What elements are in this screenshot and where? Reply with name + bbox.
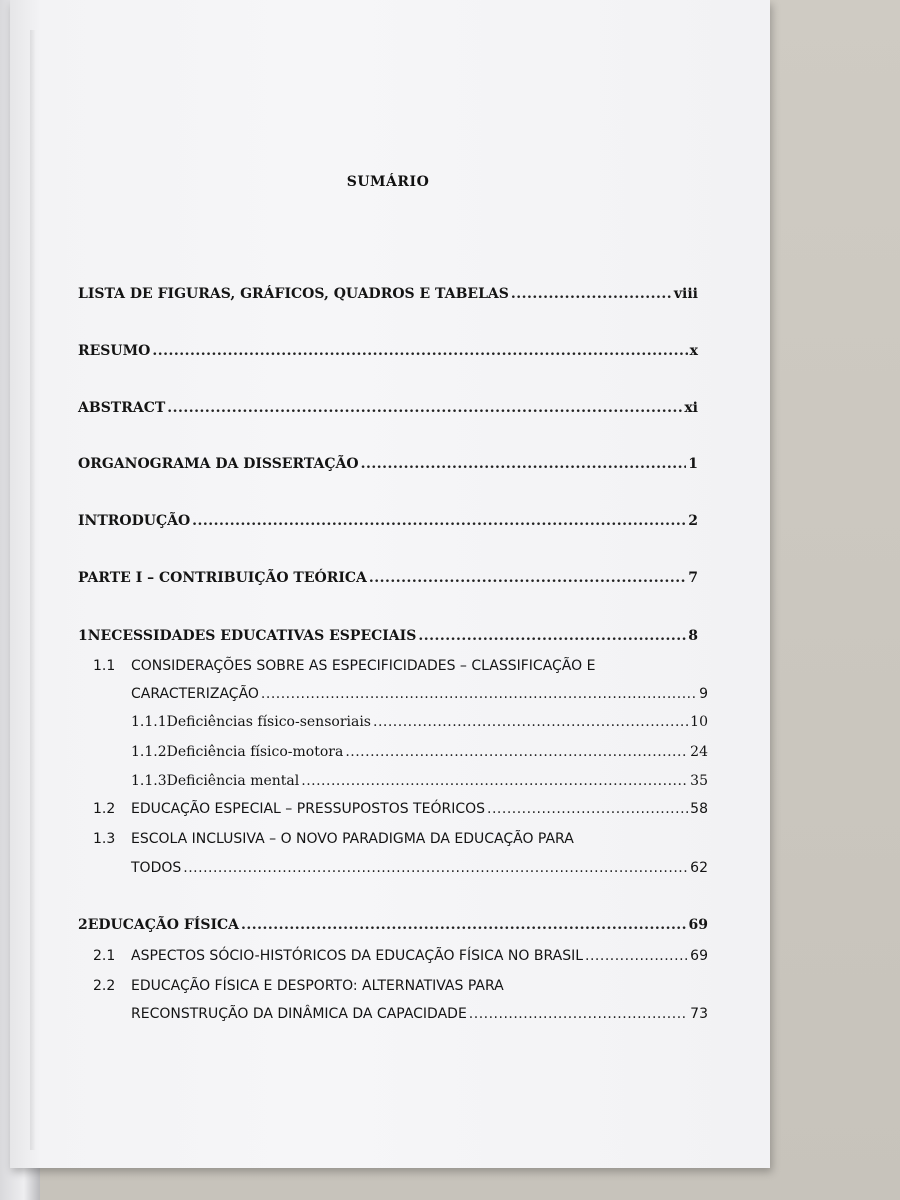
toc-entry-label-line1: ESCOLA INCLUSIVA – O NOVO PARADIGMA DA EDUCAÇÃO PARA <box>131 831 574 847</box>
toc-entry-page: 35 <box>690 773 708 789</box>
toc-entry-page: 69 <box>690 948 708 964</box>
toc-entry-1-1-1 <box>131 714 708 730</box>
leader-dots <box>487 801 688 817</box>
toc-entry-1-1 <box>131 686 708 702</box>
leader-dots <box>511 286 672 302</box>
toc-entry-page: 69 <box>688 917 708 933</box>
toc-entry-label: PARTE I – CONTRIBUIÇÃO TEÓRICA <box>78 570 367 586</box>
toc-entry-label: NECESSIDADES EDUCATIVAS ESPECIAIS <box>87 628 417 644</box>
toc-entry-lista-figuras <box>78 286 698 302</box>
toc-entry-page: 1 <box>688 456 698 472</box>
toc-entry-page: 8 <box>688 628 698 644</box>
toc-entry-label-line1: EDUCAÇÃO FÍSICA E DESPORTO: ALTERNATIVAS PARA <box>131 978 504 994</box>
leader-dots <box>373 714 688 730</box>
toc-entry-label: Deficiência físico-motora <box>166 744 344 760</box>
toc-entry-page: 58 <box>690 801 708 817</box>
leader-dots <box>369 570 686 586</box>
toc-entry-2-1 <box>131 948 708 964</box>
toc-entry-2-2 <box>131 1006 708 1022</box>
toc-entry-label: TODOS <box>131 860 182 876</box>
leader-dots <box>192 513 686 529</box>
toc-entry-page: 2 <box>688 513 698 529</box>
toc-entry-page: 73 <box>690 1006 708 1022</box>
toc-entry-label: INTRODUÇÃO <box>78 513 191 529</box>
toc-entry-number: 1.2 <box>93 801 116 817</box>
toc-entry-page: 24 <box>690 744 708 760</box>
leader-dots <box>361 456 687 472</box>
leader-dots <box>183 860 688 876</box>
toc-entry-label: Deficiências físico-sensoriais <box>166 714 371 730</box>
leader-dots <box>418 628 686 644</box>
toc-entry-parte-i <box>78 570 698 586</box>
page-title: SUMÁRIO <box>346 174 430 190</box>
toc-entry-resumo <box>78 343 698 359</box>
toc-entry-page: xi <box>684 400 698 416</box>
leader-dots <box>585 948 688 964</box>
toc-entry-label: RECONSTRUÇÃO DA DINÂMICA DA CAPACIDADE <box>131 1006 467 1022</box>
leader-dots <box>261 686 697 702</box>
toc-entry-number: 1.1.2 <box>131 744 167 760</box>
toc-entry-page: 9 <box>699 686 708 702</box>
toc-entry-page: viii <box>673 286 698 302</box>
toc-entry-number: 1.1.3 <box>131 773 167 789</box>
leader-dots <box>301 773 688 789</box>
toc-entry-label-line1: CONSIDERAÇÕES SOBRE AS ESPECIFICIDADES – CLASSIFICAÇÃO E <box>131 658 596 674</box>
toc-entry-number: 2.2 <box>93 978 116 994</box>
toc-entry-label: CARACTERIZAÇÃO <box>131 686 259 702</box>
toc-entry-page: x <box>689 343 698 359</box>
toc-entry-chapter-1 <box>78 628 698 644</box>
toc-entry-page: 10 <box>690 714 708 730</box>
toc-entry-organograma <box>78 456 698 472</box>
leader-dots <box>167 400 682 416</box>
toc-entry-abstract <box>78 400 698 416</box>
toc-entry-1-2 <box>131 801 708 817</box>
toc-entry-number: 1 <box>78 628 88 644</box>
toc-entry-1-1-2 <box>131 744 708 760</box>
toc-entry-page: 62 <box>690 860 708 876</box>
toc-entry-label: EDUCAÇÃO ESPECIAL – PRESSUPOSTOS TEÓRICOS <box>131 801 486 817</box>
toc-entry-number: 2 <box>78 917 88 933</box>
toc-entry-label: ABSTRACT <box>78 400 166 416</box>
toc-entry-number: 1.1 <box>93 658 116 674</box>
toc-entry-chapter-2 <box>78 917 708 933</box>
toc-entry-label: Deficiência mental <box>166 773 300 789</box>
toc-entry-label: RESUMO <box>78 343 151 359</box>
leader-dots <box>345 744 688 760</box>
toc-entry-number: 1.1.1 <box>131 714 167 730</box>
leader-dots <box>152 343 687 359</box>
toc-entry-label: ASPECTOS SÓCIO-HISTÓRICOS DA EDUCAÇÃO FÍSICA NO BRASIL <box>131 948 584 964</box>
leader-dots <box>241 917 687 933</box>
toc-entry-label: LISTA DE FIGURAS, GRÁFICOS, QUADROS E TABELAS <box>78 286 509 302</box>
toc-entry-page: 7 <box>688 570 698 586</box>
leader-dots <box>469 1006 688 1022</box>
toc-entry-number: 1.3 <box>93 831 116 847</box>
toc-entry-1-3 <box>131 860 708 876</box>
toc-entry-label: ORGANOGRAMA DA DISSERTAÇÃO <box>78 456 359 472</box>
toc-entry-label: EDUCAÇÃO FÍSICA <box>87 917 240 933</box>
toc-entry-introducao <box>78 513 698 529</box>
toc-entry-number: 2.1 <box>93 948 116 964</box>
toc-entry-1-1-3 <box>131 773 708 789</box>
